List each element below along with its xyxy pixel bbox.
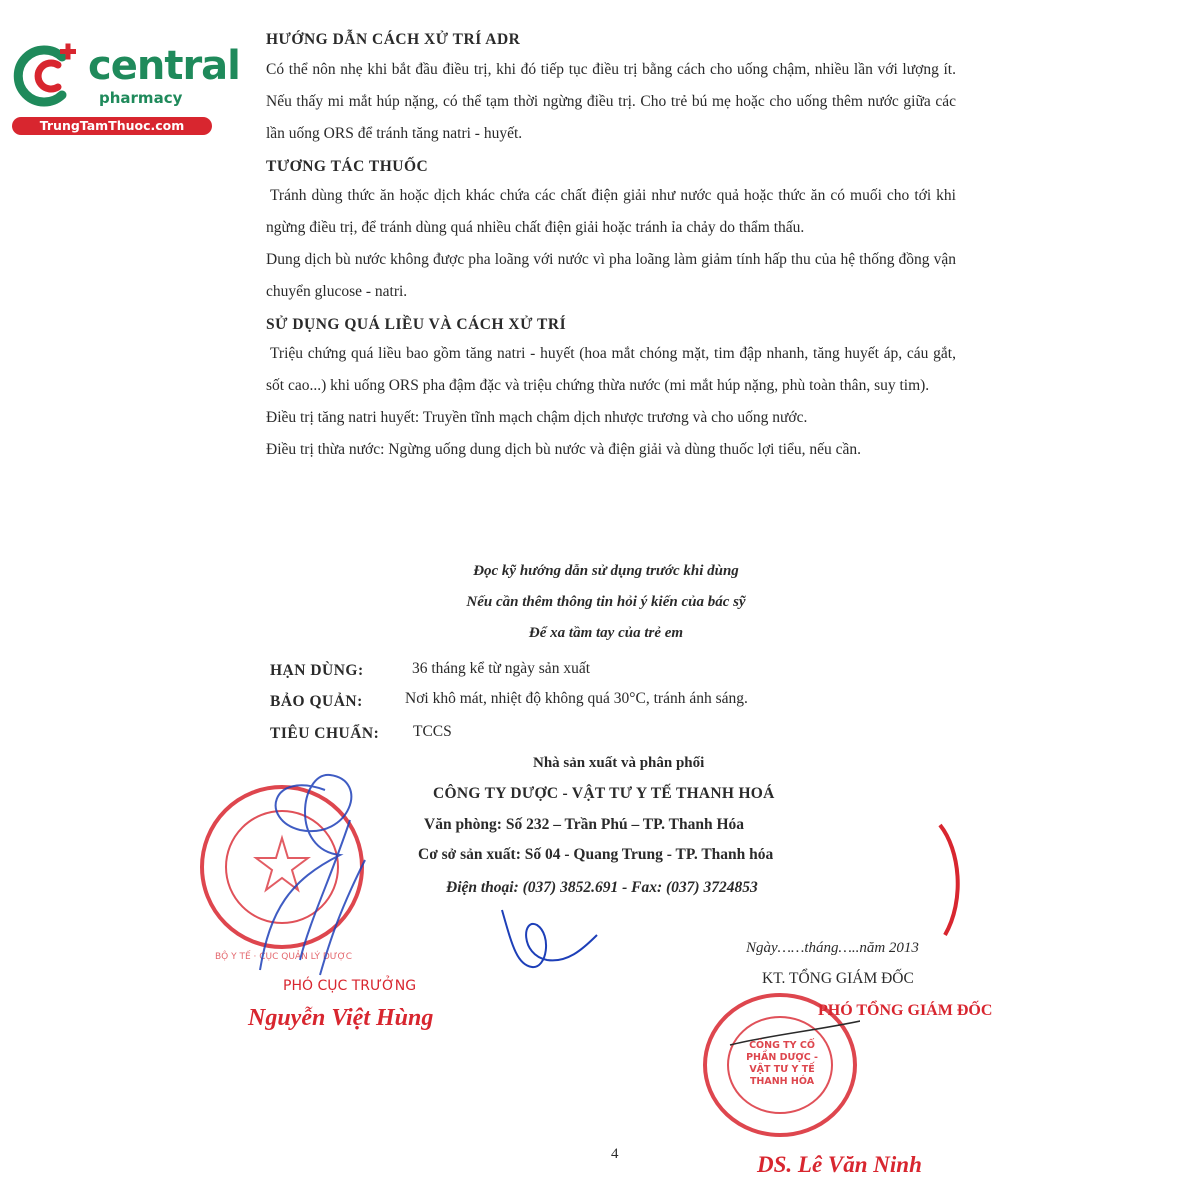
storage-label: BẢO QUẢN: xyxy=(270,693,363,710)
left-signer-title: PHÓ CỤC TRƯỞNG xyxy=(283,978,417,994)
notice-consult-doctor: Nếu cần thêm thông tin hỏi ý kiến của bác sỹ xyxy=(466,594,746,610)
logo-brand: central xyxy=(88,43,240,89)
standard-value: TCCS xyxy=(413,723,452,740)
page-number: 4 xyxy=(611,1146,619,1162)
interaction-heading: TƯƠNG TÁC THUỐC xyxy=(266,158,429,175)
manufacturer-company: CÔNG TY DƯỢC - VẬT TƯ Y TẾ THANH HOÁ xyxy=(433,785,775,802)
interaction-text-1: Tránh dùng thức ăn hoặc dịch khác chứa các chất điện giải như nước quả hoặc thức ăn có muối cho tới khi ngừng điều trị, để tránh dùng quá nhiều chất điện giải hoặc tránh ỉa chảy do thẩm thấu. xyxy=(266,187,956,236)
interaction-text-2: Dung dịch bù nước không được pha loãng với nước vì pha loãng làm giảm tính hấp thu của hệ thống đồng vận chuyển glucose - natri. xyxy=(266,251,956,300)
document-body xyxy=(266,26,956,466)
notice-keep-away-children: Để xa tầm tay của trẻ em xyxy=(528,625,684,641)
pharmacy-cross-icon xyxy=(10,35,90,115)
manufacturer-office: Văn phòng: Số 232 – Trần Phú – TP. Thanh Hóa xyxy=(424,816,745,833)
overdose-heading: SỬ DỤNG QUÁ LIỀU VÀ CÁCH XỬ TRÍ xyxy=(266,316,567,333)
right-signer-title: KT. TỔNG GIÁM ĐỐC xyxy=(762,970,914,987)
overdose-text-3: Điều trị thừa nước: Ngừng uống dung dịch bù nước và điện giải và dùng thuốc lợi tiểu, nếu cần. xyxy=(266,441,861,458)
edge-stamp-fragment xyxy=(930,820,970,940)
adr-heading: HƯỚNG DẪN CÁCH XỬ TRÍ ADR xyxy=(266,31,521,48)
manufacturer-factory: Cơ sở sản xuất: Số 04 - Quang Trung - TP. Thanh hóa xyxy=(418,846,774,863)
right-signer-subtitle: PHÓ TỔNG GIÁM ĐỐC xyxy=(818,1002,993,1019)
manufacturer-heading: Nhà sản xuất và phân phối xyxy=(533,755,705,771)
ministry-stamp-text: BỘ Y TẾ · CỤC QUẢN LÝ DƯỢC xyxy=(215,952,353,962)
expiry-value: 36 tháng kể từ ngày sản xuất xyxy=(412,660,591,677)
right-signer-name: DS. Lê Văn Ninh xyxy=(757,1152,922,1177)
left-signature-scribble xyxy=(230,760,390,990)
company-stamp-text: CÔNG TY CỔ PHẦN DƯỢC - VẬT TƯ Y TẾ THANH HÓA xyxy=(746,1040,818,1087)
center-initial-signature xyxy=(492,905,602,975)
manufacturer-contact: Điện thoại: (037) 3852.691 - Fax: (037) 3724853 xyxy=(446,879,758,896)
overdose-text-1: Triệu chứng quá liều bao gồm tăng natri - huyết (hoa mắt chóng mặt, tim đập nhanh, tăng huyết áp, cáu gắt, sốt cao...) khi uống ORS pha đậm đặc và triệu chứng thừa nước (mi mắt húp nặng, phù toàn thân, suy tim). xyxy=(266,345,956,394)
central-pharmacy-logo xyxy=(10,35,240,140)
storage-value: Nơi khô mát, nhiệt độ không quá 30°C, tránh ánh sáng. xyxy=(405,690,748,707)
notice-read-instructions: Đọc kỹ hướng dẫn sử dụng trước khi dùng xyxy=(473,563,739,579)
left-signer-name: Nguyễn Việt Hùng xyxy=(248,1005,434,1031)
expiry-label: HẠN DÙNG: xyxy=(270,662,364,679)
logo-sub: pharmacy xyxy=(99,89,183,107)
overdose-text-2: Điều trị tăng natri huyết: Truyền tĩnh mạch chậm dịch nhược trương và cho uống nước. xyxy=(266,409,808,426)
adr-text: Có thể nôn nhẹ khi bắt đầu điều trị, khi đó tiếp tục điều trị bằng cách cho uống chậm, nhiều lần với lượng ít. Nếu thấy mi mắt húp nặng, có thể tạm thời ngừng điều trị. Cho trẻ bú mẹ hoặc cho uống thêm nước giữa các lần uống ORS để tránh tăng natri - huyết. xyxy=(266,61,956,142)
date-line: Ngày……tháng…..năm 2013 xyxy=(746,940,919,956)
logo-url[interactable]: TrungTamThuoc.com xyxy=(12,117,212,135)
standard-label: TIÊU CHUẨN: xyxy=(270,725,380,742)
